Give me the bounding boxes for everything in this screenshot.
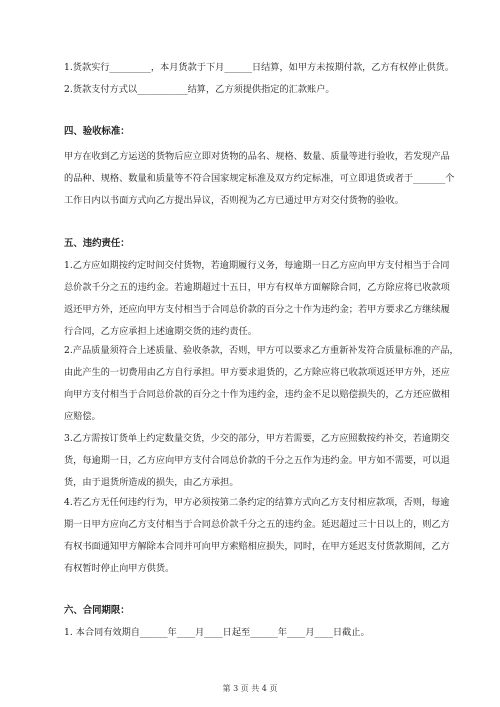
payment-term-2: 2.货款支付方式以___________结算，乙方须提供指定的汇款账户。: [64, 84, 335, 95]
clause-4: [64, 492, 450, 580]
clause-line: 向甲方支付相当于合同总价款的百分之十作为违约金，违约金不足以赔偿损失的，乙方还应做相: [64, 389, 450, 400]
clause-line: 应赔偿。: [64, 411, 101, 422]
section-6-body: [64, 622, 442, 644]
clause-3: [64, 428, 450, 494]
payment-terms-block: [64, 57, 455, 101]
section-4-body: [64, 146, 455, 212]
section-4-line: 的品种、规格、数量和质量等不符合国家规定标准及双方约定标准，可立即退货或者于_______个: [64, 173, 455, 184]
term-line: 1. 本合同有效期自______年____月____日起至______年____月____日截止。: [64, 627, 370, 638]
clause-line: 行合同，乙方应承担上述逾期交货的违约责任。: [64, 326, 257, 337]
section-4-line: 甲方在收到乙方运送的货物后应立即对货物的品名、规格、数量、质量等进行验收，若发现产品: [64, 151, 450, 162]
clause-1: [64, 255, 450, 343]
section-6-heading: 六、合同期限：: [64, 605, 130, 616]
payment-term-1: 1.货款实行_________，本月货款于下月______日结算，如甲方未按期付款，乙方有权停止供货。: [64, 62, 455, 73]
clause-2: [64, 340, 459, 428]
page-number: 第 3 页 共 4 页: [222, 684, 278, 693]
clause-line: 有权书面通知甲方解除本合同并可向甲方索赔相应损失，同时，在甲方延迟支付货款期间，乙方: [64, 541, 450, 552]
section-5-heading: 五、违约责任：: [64, 238, 130, 249]
clause-line: 4.若乙方无任何违约行为，甲方必须按第二条约定的结算方式向乙方支付相应款项，否则，每逾: [64, 497, 450, 508]
clause-line: 期一日甲方应向乙方支付相当于合同总价款千分之五的违约金。延迟超过三十日以上的，则乙方: [64, 519, 450, 530]
clause-line: 货，每逾期一日，乙方应向甲方支付合同总价款的千分之五作为违约金。甲方如不需要，可以退: [64, 455, 450, 466]
clause-line: 由此产生的一切费用由乙方自行承担。甲方要求退货的，乙方除应将已收款项返还甲方外，还应: [64, 367, 450, 378]
section-4-heading: 四、验收标准：: [64, 126, 130, 137]
clause-line: 总价款千分之五的违约金。若逾期超过十五日，甲方有权单方面解除合同，乙方除应将已收款项: [64, 282, 450, 293]
clause-line: 1.乙方应如期按约定时间交付货物，若逾期履行义务，每逾期一日乙方应向甲方支付相当于合同: [64, 260, 450, 271]
section-4-line: 工作日内以书面方式向乙方提出异议，否则视为乙方已通过甲方对交付货物的验收。: [64, 195, 404, 206]
clause-line: 有权暂时停止向甲方供货。: [64, 563, 175, 574]
clause-line: 2.产品质量须符合上述质量、验收条款，否则，甲方可以要求乙方重新补发符合质量标准的产品，: [64, 345, 459, 356]
clause-line: 货，由于退货所造成的损失，由乙方承担。: [64, 477, 239, 488]
clause-line: 返还甲方外，还应向甲方支付相当于合同总价款的百分之十作为违约金；若甲方要求乙方继续履: [64, 304, 450, 315]
clause-line: 3.乙方需按订货单上约定数量交货，少交的部分，甲方若需要，乙方应照数按约补交，若逾期交: [64, 433, 450, 444]
